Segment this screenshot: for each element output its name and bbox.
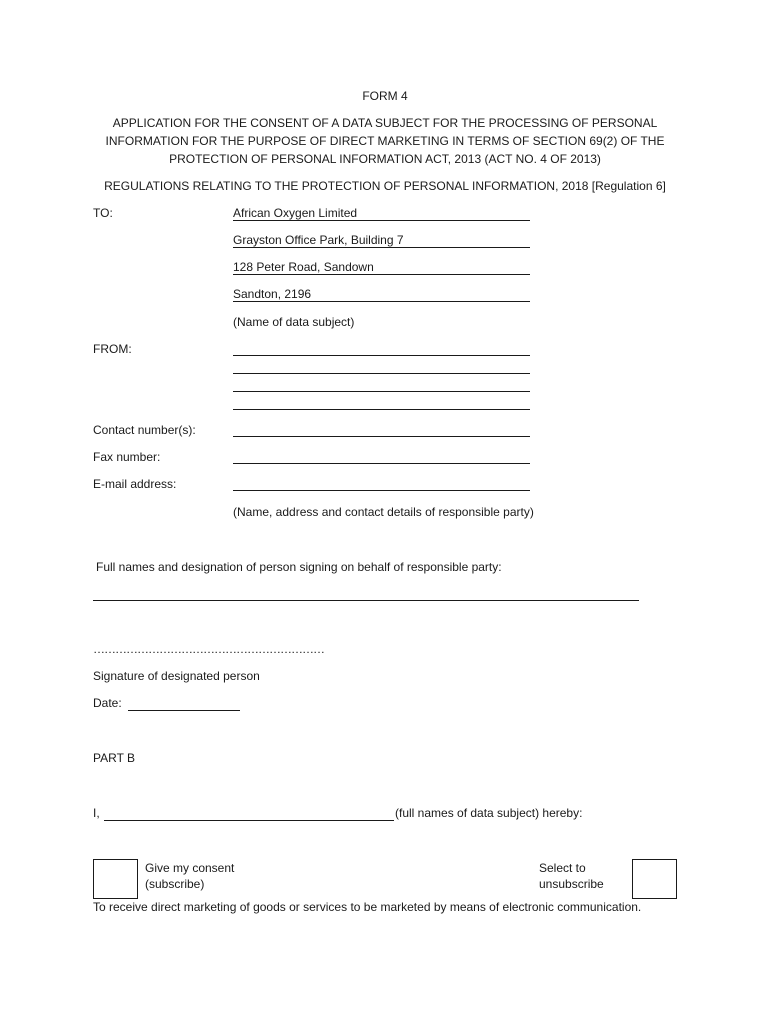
form-title-line-2: INFORMATION FOR THE PURPOSE OF DIRECT MARKETING IN TERMS OF SECTION 69(2) OF THE [105,134,665,148]
form-title-line-3: PROTECTION OF PERSONAL INFORMATION ACT, 2013 (ACT NO. 4 OF 2013) [169,152,601,166]
full-names-field[interactable] [93,600,639,601]
data-subject-name-field[interactable] [104,820,394,821]
from-label: FROM: [93,342,132,356]
date-label: Date: [93,696,122,710]
fax-number-field[interactable] [233,463,530,464]
unsubscribe-label-line-1: Select to [539,861,586,875]
from-caption: (Name, address and contact details of responsible party) [233,505,534,519]
purpose-statement: To receive direct marketing of goods or services to be marketed by means of electronic communication. [93,900,642,914]
fax-number-label: Fax number: [93,450,161,464]
unsubscribe-checkbox[interactable] [632,859,677,899]
consent-checkbox[interactable] [93,859,138,899]
signature-label: Signature of designated person [93,669,260,683]
form-title-line-1: APPLICATION FOR THE CONSENT OF A DATA SUBJECT FOR THE PROCESSING OF PERSONAL [112,116,658,130]
from-line-1[interactable] [233,355,530,356]
unsubscribe-label-line-2: unsubscribe [539,877,604,891]
consent-label-line-2: (subscribe) [145,877,205,891]
part-b-heading: PART B [93,751,136,765]
contact-number-field[interactable] [233,436,530,437]
consent-label-line-1: Give my consent [145,861,235,875]
part-b-intro-prefix: I, [93,806,100,820]
from-line-2[interactable] [233,373,530,374]
to-address-line-3: 128 Peter Road, Sandown [233,260,530,275]
to-address-line-4: Sandton, 2196 [233,287,530,302]
to-label: TO: [93,206,113,220]
date-field[interactable] [128,710,240,711]
form-number: FORM 4 [362,89,408,103]
full-names-label: Full names and designation of person signing on behalf of responsible party: [96,560,502,574]
email-address-field[interactable] [233,490,530,491]
to-address-line-1: African Oxygen Limited [233,206,530,221]
email-address-label: E-mail address: [93,477,177,491]
part-b-intro-suffix: (full names of data subject) hereby: [395,806,583,820]
contact-number-label: Contact number(s): [93,423,196,437]
to-address-line-2: Grayston Office Park, Building 7 [233,233,530,248]
from-line-4[interactable] [233,409,530,410]
from-line-3[interactable] [233,391,530,392]
signature-line[interactable]: ……………………………………………………… [93,642,324,656]
regulations-line: REGULATIONS RELATING TO THE PROTECTION OF PERSONAL INFORMATION, 2018 [Regulation 6] [104,179,666,193]
to-caption: (Name of data subject) [233,315,355,329]
